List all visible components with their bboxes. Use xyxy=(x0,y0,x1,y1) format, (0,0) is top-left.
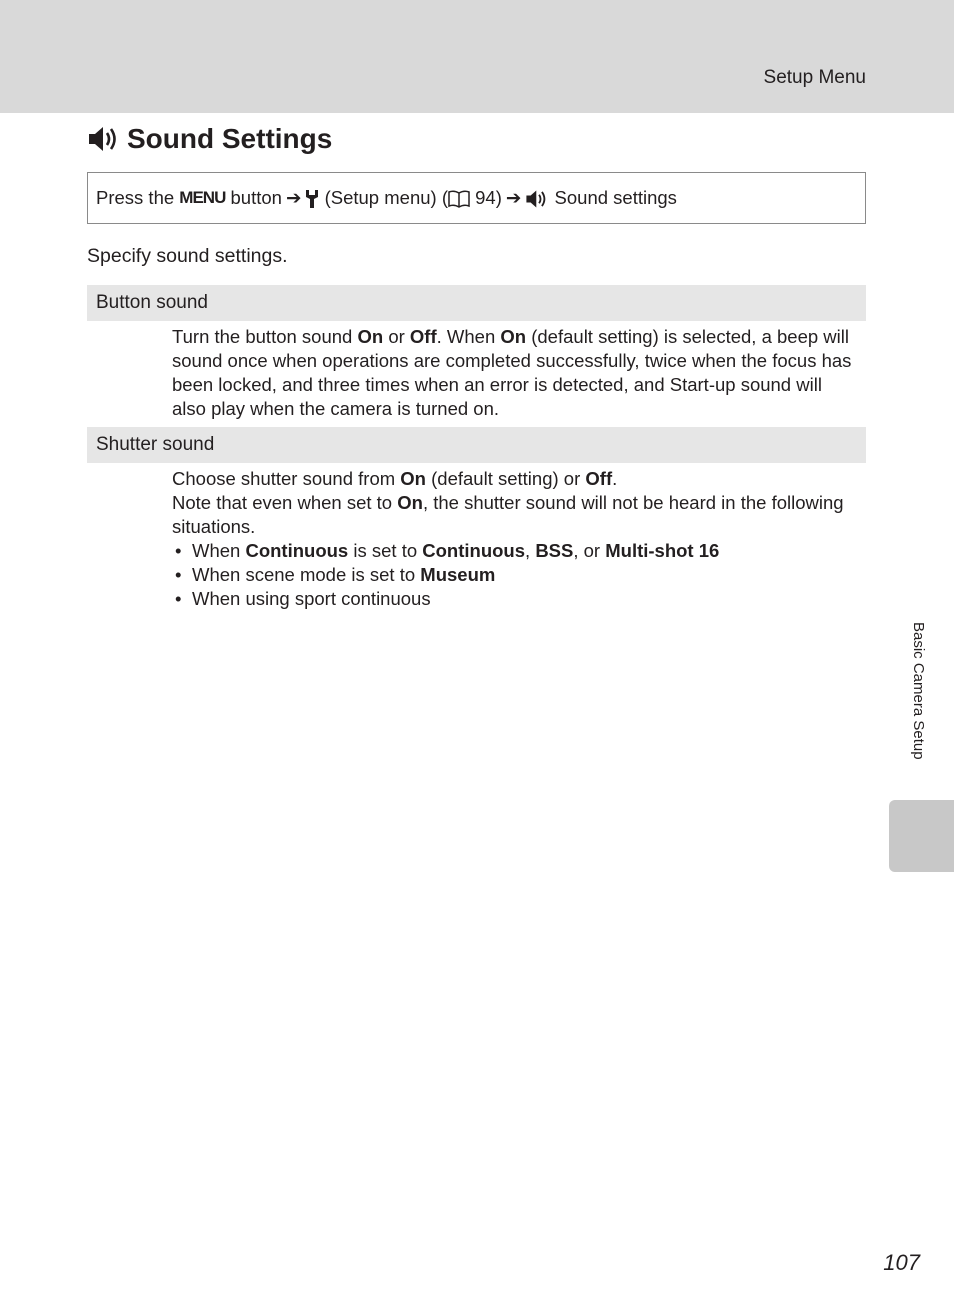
menu-button-glyph: MENU xyxy=(179,188,226,207)
nav-page-ref: 94) xyxy=(475,187,502,208)
list-item: • When scene mode is set to Museum xyxy=(172,563,852,587)
list-item: • When using sport continuous xyxy=(172,587,852,611)
side-tab-marker xyxy=(889,800,954,872)
wrench-icon xyxy=(305,187,319,209)
page-number: 107 xyxy=(883,1250,920,1275)
button-sound-heading: Button sound xyxy=(87,285,866,321)
nav-button-text: button xyxy=(230,187,282,208)
nav-target-text: Sound settings xyxy=(554,187,677,208)
section-header: Setup Menu xyxy=(763,67,866,88)
speaker-sound-icon xyxy=(525,187,549,209)
page-title xyxy=(87,123,332,155)
nav-press-text: Press the xyxy=(96,187,175,208)
arrow-right-icon: ➔ xyxy=(505,187,522,208)
exception-list xyxy=(172,539,852,611)
shutter-sound-description xyxy=(172,467,852,611)
header-band xyxy=(0,0,954,113)
side-tab-label: Basic Camera Setup xyxy=(910,622,927,760)
arrow-right-icon: ➔ xyxy=(285,187,302,208)
intro-text: Specify sound settings. xyxy=(87,245,288,267)
shutter-sound-line-2: Note that even when set to On, the shutter sound will not be heard in the following situations. xyxy=(172,492,844,537)
shutter-sound-heading: Shutter sound xyxy=(87,427,866,463)
page-title-text: Sound Settings xyxy=(127,123,333,154)
button-sound-description: Turn the button sound On or Off. When On (default setting) is selected, a beep will sound once when operations are completed successfully, twice when the focus has been locked, and three times when an error is detected, and Start-up sound will also play when the camera is turned on. xyxy=(172,326,852,419)
shutter-sound-line-1: Choose shutter sound from On (default setting) or Off. xyxy=(172,468,618,489)
speaker-sound-icon xyxy=(87,125,121,153)
menu-path-box xyxy=(87,172,866,224)
book-icon xyxy=(448,187,470,209)
nav-setup-menu-text: (Setup menu) ( xyxy=(324,187,448,208)
list-item: • When Continuous is set to Continuous, BSS, or Multi-shot 16 xyxy=(172,539,852,563)
